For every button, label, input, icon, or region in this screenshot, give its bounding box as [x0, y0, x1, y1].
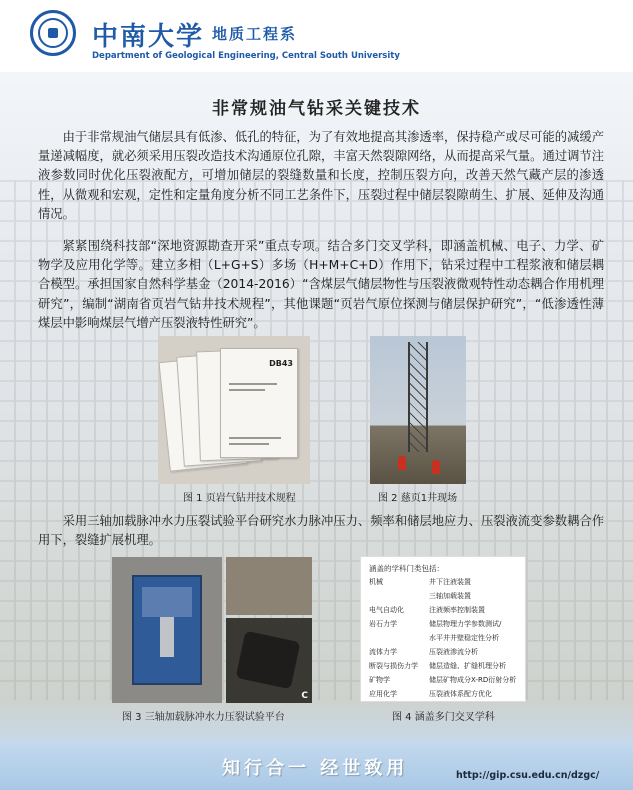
figure-2-caption: 图 2 慈页1井现场 — [378, 493, 458, 504]
list-item: 矿物学 储层矿物成分X-RD衍射分析 — [369, 676, 517, 684]
list-item: 三轴加载装置 — [429, 592, 471, 600]
worker — [398, 456, 406, 470]
figure-1-caption: 图 1 页岩气钻井技术规程 — [183, 493, 296, 504]
list-item: 电气自动化 注液频率控制装置 — [369, 606, 485, 614]
figure-4-discipline-list — [360, 556, 526, 702]
list-item: 岩石力学 储层物理力学参数测试/ — [369, 620, 502, 628]
list-item: 水平井井壁稳定性分析 — [429, 634, 499, 642]
footer-motto: 知行合一 经世致用 — [222, 758, 409, 779]
figure-4-caption: 图 4 涵盖多门交叉学科 — [392, 712, 495, 723]
figure-1-image — [158, 336, 310, 484]
figure-3-sample-image — [226, 557, 312, 615]
panel-label: C — [301, 691, 308, 701]
paragraph-1: 由于非常规油气储层具有低渗、低孔的特征，为了有效地提高其渗透率，保持稳产或尽可能的减缓产量递减幅度，就必须采用压裂改造技术沟通原位孔隙，丰富天然裂隙网络，从而提高采气量。通过调节注液参数同时优化压裂液配方，可增加储层的裂缝数量和长度，控制压裂方向，改善天然气藏产层的渗透性，从微观和宏观，定性和定量角度分析不同工艺条件下，压裂过程中储层裂隙萌生、扩展、延伸及沟通情况。 — [38, 130, 604, 221]
worker — [432, 460, 440, 474]
drilling-rig — [408, 342, 428, 452]
list-item: 断裂与损伤力学 储层造缝、扩缝机理分析 — [369, 662, 506, 670]
rock-sample — [236, 631, 301, 690]
university-name: 中南大学 — [92, 22, 205, 52]
document-tag: DB43 — [269, 359, 293, 368]
document-cover — [220, 348, 298, 458]
department-name: 地质工程系 — [212, 25, 298, 43]
footer-url-link[interactable]: http://gip.csu.edu.cn/dzgc/ — [456, 770, 600, 781]
list-item: 应用化学 压裂液体系配方优化 — [369, 690, 492, 698]
department-name-en: Department of Geological Engineering, Central South University — [92, 51, 400, 61]
figure-3-test-platform-image — [112, 557, 222, 703]
list-item: 机械 井下注液装置 — [369, 578, 471, 586]
discipline-list-heading: 涵盖的学科门类包括： — [369, 564, 444, 573]
university-logo-icon — [30, 10, 76, 56]
list-item: 流体力学 压裂液渗流分析 — [369, 648, 478, 656]
header — [0, 0, 633, 72]
paragraph-2: 紧紧围绕科技部“深地资源勘查开采”重点专项。结合多门交叉学科，即涵盖机械、电子、力学、矿物学及应用化学等。建立多相（L+G+S）多场（H+M+C+D）作用下，钻采过程中工程浆液和储层耦合模型。承担国家自然科学基金（2014-2016）“含煤层气储层物性与压裂液微观特性动态耦合作用机理研究”，编制“湖南省页岩气钻井技术规程”，其他课题“页岩气原位探测与储层保护研究”，“低渗透性薄煤层中影响煤层气增产压裂液特性研究”。 — [38, 239, 604, 330]
paragraph-3: 采用三轴加载脉冲水力压裂试验平台研究水力脉冲压力、频率和储层地应力、压裂液流变参数耦合作用下，裂缝扩展机理。 — [38, 514, 604, 548]
figure-3-caption: 图 3 三轴加载脉冲水力压裂试验平台 — [122, 712, 285, 723]
figure-3-fractured-rock-image — [226, 618, 312, 703]
figure-2-image — [370, 336, 466, 484]
page-title: 非常规油气钻采关键技术 — [212, 99, 421, 119]
test-machine — [132, 575, 202, 685]
